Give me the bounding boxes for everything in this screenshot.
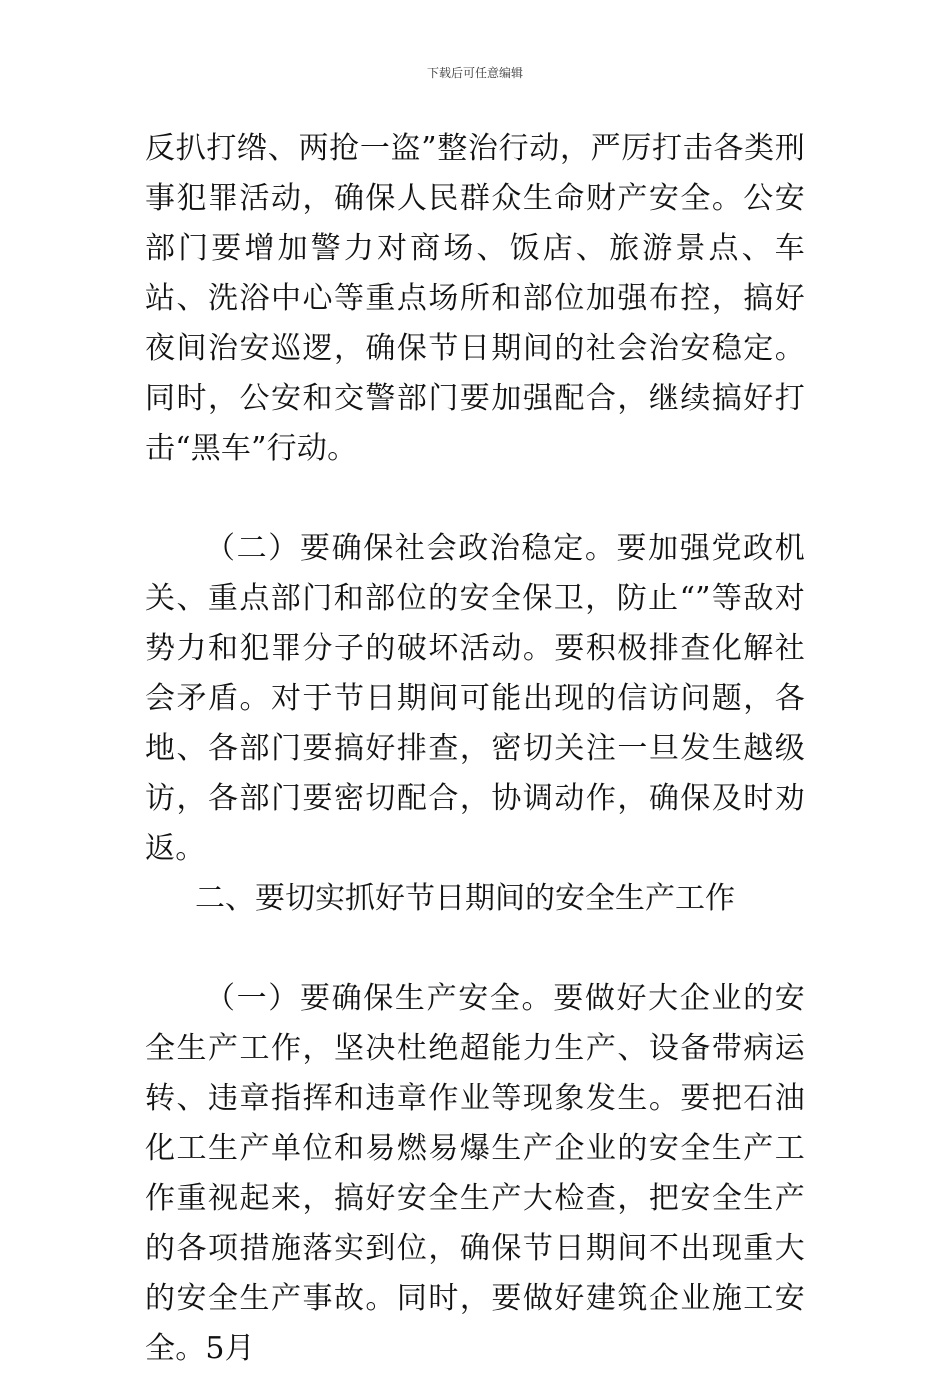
paragraph-political-stability: （二）要确保社会政治稳定。要加强党政机关、重点部门和部位的安全保卫，防止“”等敌对势力和犯罪分子的破坏活动。要积极排查化解社会矛盾。对于节日期间可能出现的信访问题，各地、各部门要搞好排查，密切关注一旦发生越级访，各部门要密切配合，协调动作，确保及时劝返。	[145, 531, 805, 866]
section-heading-safety-production: 二、要切实抓好节日期间的安全生产工作	[195, 881, 735, 916]
header-text: 下载后可任意编辑	[426, 66, 523, 80]
paragraph-public-security: 反扒打绺、两抢一盗”整治行动，严厉打击各类刑事犯罪活动，确保人民群众生命财产安全。公安部门要增加警力对商场、饭店、旅游景点、车站、洗浴中心等重点场所和部位加强布控，搞好夜间治安巡逻，确保节日期间的社会治安稳定。同时，公安和交警部门要加强配合，继续搞好打击“黑车”行动。	[145, 131, 805, 466]
page-header	[0, 64, 950, 82]
document-body	[145, 124, 805, 1374]
paragraph-production-safety: （一）要确保生产安全。要做好大企业的安全生产工作，坚决杜绝超能力生产、设备带病运转、违章指挥和违章作业等现象发生。要把石油化工生产单位和易燃易爆生产企业的安全生产工作重视起来，搞好安全生产大检查，把安全生产的各项措施落实到位，确保节日期间不出现重大的安全生产事故。同时，要做好建筑企业施工安全。5月	[145, 981, 805, 1366]
